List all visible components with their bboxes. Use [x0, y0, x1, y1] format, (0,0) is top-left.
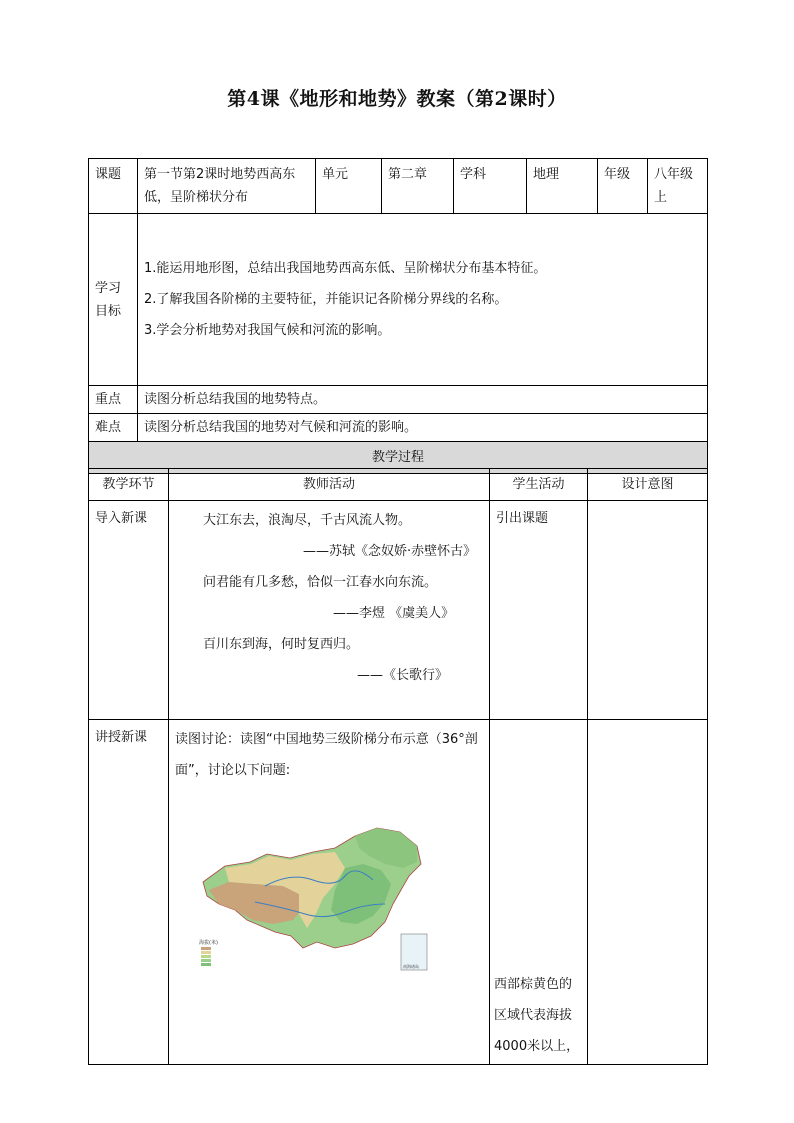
poem-attribution: ——《长歌行》: [357, 668, 449, 683]
lecture-design-intent: [588, 720, 708, 1065]
process-table: [88, 468, 708, 1065]
unit-value: 第二章: [382, 159, 454, 214]
lecture-teacher-activity: [169, 720, 490, 1065]
lecture-student-note: 西部棕黄色的区域代表海拔4000米以上，: [494, 977, 580, 1054]
china-terrain-map: [195, 824, 435, 974]
legend-swatch: [201, 947, 211, 950]
poem-line: 问君能有几多愁，恰似一江春水向东流。: [203, 575, 438, 590]
topic-value: 第一节第2课时地势西高东低，呈阶梯状分布: [138, 159, 316, 214]
intro-teacher-activity: [169, 501, 490, 720]
inset-label: 南海诸岛: [403, 964, 419, 969]
legend-swatch: [201, 959, 211, 962]
legend-swatch: [201, 955, 211, 958]
student-column-header: 学生活动: [490, 469, 588, 501]
subject-value: 地理: [527, 159, 598, 214]
topic-label: 课题: [89, 159, 138, 214]
objectives-label: 学习目标: [89, 214, 138, 386]
legend-swatch: [201, 951, 211, 954]
difficulty-value: 读图分析总结我国的地势对气候和河流的影响。: [138, 414, 708, 442]
objectives-list: [138, 214, 708, 386]
lecture-student-activity: [490, 720, 588, 1065]
intro-student-activity: 引出课题: [490, 501, 588, 720]
teacher-column-header: 教师活动: [169, 469, 490, 501]
terrain-map-graphic: [195, 824, 435, 974]
lecture-stage: 讲授新课: [89, 720, 169, 1065]
grade-label: 年级: [598, 159, 648, 214]
page-title: 第4课《地形和地势》教案（第2课时）: [227, 88, 567, 110]
unit-label: 单元: [316, 159, 382, 214]
key-point-label: 重点: [89, 386, 138, 414]
lesson-plan-table: [88, 158, 708, 474]
objective-item: 1.能运用地形图，总结出我国地势西高东低、呈阶梯状分布基本特征。: [144, 261, 547, 276]
poem-line: 百川东到海，何时复西归。: [203, 637, 360, 652]
intro-design-intent: [588, 501, 708, 720]
stage-column-header: 教学环节: [89, 469, 169, 501]
poem-line: 大江东去，浪淘尽，千古风流人物。: [203, 513, 412, 528]
legend-title: 海拔(米): [199, 940, 218, 946]
poem-attribution: ——苏轼《念奴娇·赤壁怀古》: [303, 544, 477, 559]
intro-stage: 导入新课: [89, 501, 169, 720]
intent-column-header: 设计意图: [588, 469, 708, 501]
objective-item: 3.学会分析地势对我国气候和河流的影响。: [144, 323, 391, 338]
lecture-discussion-text: 读图讨论：读图“中国地势三级阶梯分布示意（36°剖面”，讨论以下问题:: [175, 732, 478, 778]
subject-label: 学科: [454, 159, 527, 214]
legend-swatch: [201, 963, 211, 966]
grade-value: 八年级上: [648, 159, 708, 214]
process-title: 教学过程: [89, 442, 708, 474]
poem-attribution: ——李煜 《虞美人》: [333, 606, 455, 621]
difficulty-label: 难点: [89, 414, 138, 442]
objective-item: 2.了解我国各阶梯的主要特征，并能识记各阶梯分界线的名称。: [144, 292, 508, 307]
key-point-value: 读图分析总结我国的地势特点。: [138, 386, 708, 414]
